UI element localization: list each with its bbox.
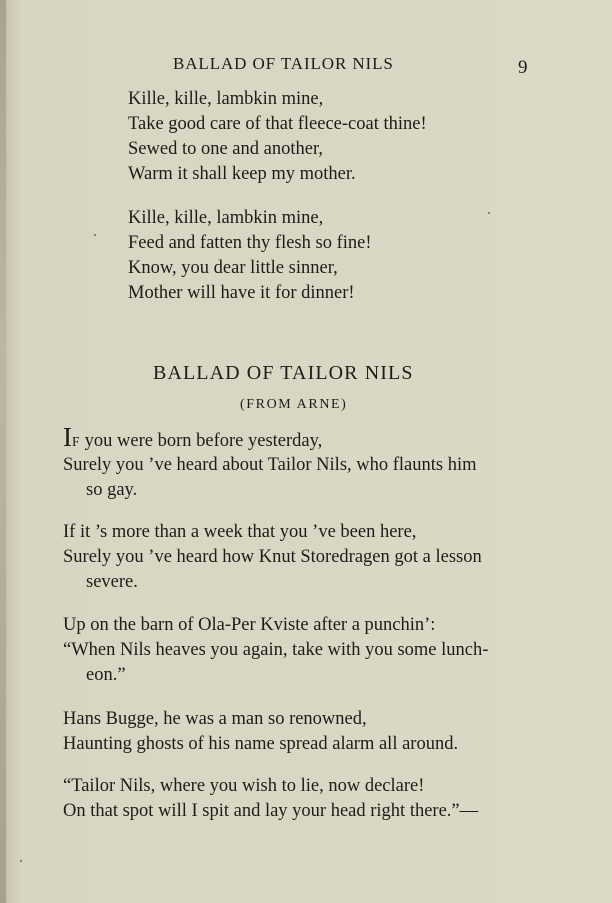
verse-line-continuation: so gay.	[86, 480, 138, 500]
paper-speck	[20, 860, 22, 862]
verse-line-continuation: severe.	[86, 572, 138, 592]
verse-line: Haunting ghosts of his name spread alarm all around.	[63, 734, 459, 754]
verse-line: Take good care of that fleece-coat thine!	[128, 114, 427, 134]
verse-line: Sewed to one and another,	[128, 139, 323, 159]
verse-line: Surely you ’ve heard about Tailor Nils, who flaunts him	[63, 455, 477, 475]
verse-line: Know, you dear little sinner,	[128, 258, 338, 278]
drop-cap: I	[63, 422, 72, 452]
verse-line: “When Nils heaves you again, take with you some lunch-	[63, 640, 489, 660]
verse-line: Hans Bugge, he was a man so renowned,	[63, 709, 367, 729]
verse-line: Kille, kille, lambkin mine,	[128, 208, 324, 228]
verse-line: Warm it shall keep my mother.	[128, 164, 356, 184]
page-spine-edge	[0, 0, 6, 903]
first-line-text: you were born before yesterday,	[80, 431, 323, 451]
verse-line: On that spot will I spit and lay your head right there.”—	[63, 801, 479, 821]
first-verse-line	[63, 424, 322, 452]
paper-speck	[94, 234, 96, 236]
verse-line: Surely you ’ve heard how Knut Storedragen got a lesson	[63, 547, 482, 567]
verse-line: If it ’s more than a week that you ’ve been here,	[63, 522, 417, 542]
verse-line: Kille, kille, lambkin mine,	[128, 89, 324, 109]
small-cap: F	[72, 434, 81, 449]
ballad-title: BALLAD OF TAILOR NILS	[153, 362, 414, 384]
verse-line: Up on the barn of Ola-Per Kviste after a punchin’:	[63, 615, 436, 635]
verse-line-continuation: eon.”	[86, 665, 126, 685]
verse-line: Mother will have it for dinner!	[128, 283, 355, 303]
verse-line: Feed and fatten thy flesh so fine!	[128, 233, 372, 253]
verse-line: “Tailor Nils, where you wish to lie, now declare!	[63, 776, 425, 796]
page-number: 9	[518, 57, 528, 78]
ballad-subtitle: (FROM ARNE)	[240, 397, 348, 412]
paper-speck	[488, 212, 490, 214]
running-head: BALLAD OF TAILOR NILS	[173, 54, 394, 73]
